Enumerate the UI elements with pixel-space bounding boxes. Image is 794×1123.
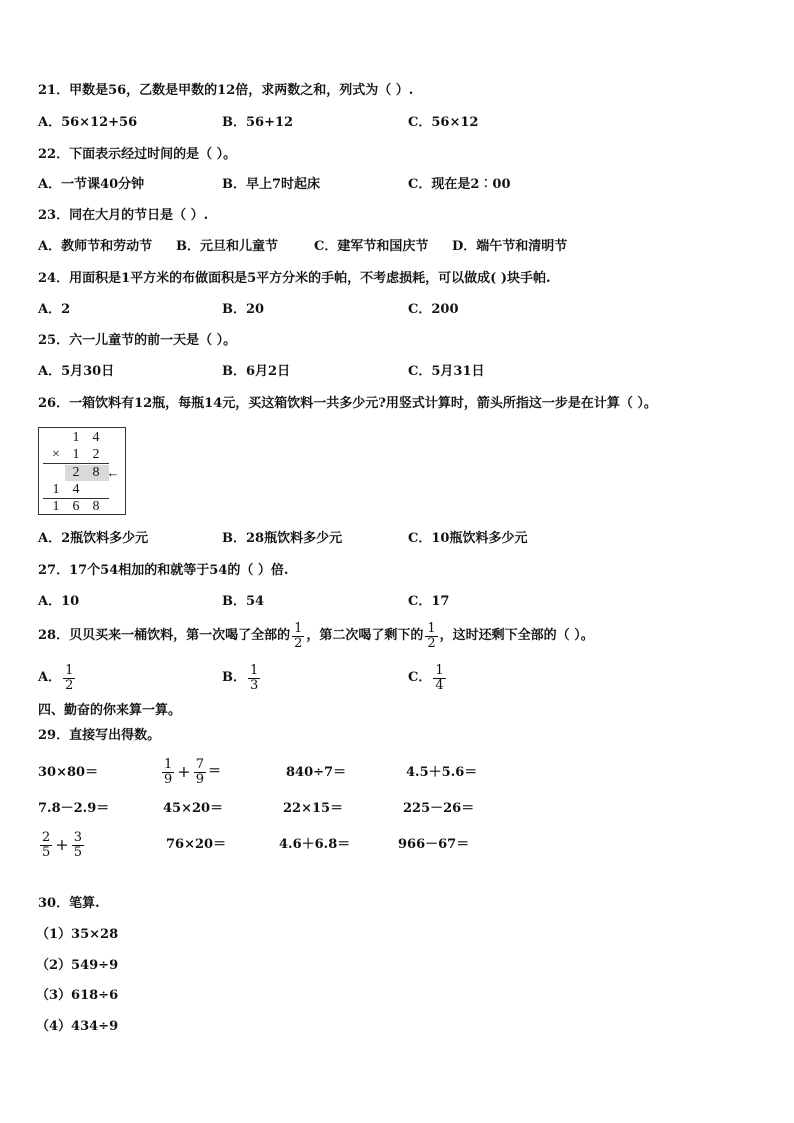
fraction xyxy=(63,664,75,693)
option-label: A． xyxy=(38,670,62,685)
calc-item: 966－67＝ xyxy=(398,837,470,852)
section-heading: 四、勤奋的你来算一算。 xyxy=(38,703,182,718)
q26-option-b[interactable]: B．28瓶饮料多少元 xyxy=(222,531,343,546)
digit: 6 xyxy=(72,499,80,514)
fraction-numerator: 3 xyxy=(73,829,82,845)
q25-option-c[interactable]: C．5月31日 xyxy=(408,364,485,379)
q27-stem: 27．17个54相加的和就等于54的（ ）倍. xyxy=(38,563,289,578)
fraction-denominator: 4 xyxy=(435,677,444,693)
q30-stem: 30．笔算. xyxy=(38,896,100,911)
vertical-row-5 xyxy=(39,498,125,515)
q23-option-c[interactable]: C．建军节和国庆节 xyxy=(314,239,429,254)
q23-stem: 23．同在大月的节日是（ ）. xyxy=(38,208,209,223)
digit: 4 xyxy=(72,482,80,497)
q30-item-4: （4）434÷9 xyxy=(36,1019,119,1034)
q30-item-2: （2）549÷9 xyxy=(36,958,119,973)
q23-option-a[interactable]: A．教师节和劳动节 xyxy=(38,239,153,254)
option-label: C． xyxy=(408,670,432,685)
q28-option-c[interactable] xyxy=(408,660,448,696)
digit: 4 xyxy=(92,430,100,445)
fraction xyxy=(248,664,260,693)
q30-item-3: （3）618÷6 xyxy=(36,988,119,1003)
q22-stem: 22．下面表示经过时间的是（ ）。 xyxy=(38,147,237,162)
multiply-sign: × xyxy=(52,447,60,462)
fraction-denominator: 5 xyxy=(73,844,82,860)
q26-option-a[interactable]: A．2瓶饮料多少元 xyxy=(38,531,149,546)
q23-option-d[interactable]: D．端午节和清明节 xyxy=(452,239,568,254)
digit: 1 xyxy=(72,430,80,445)
digit: 1 xyxy=(52,499,60,514)
q21-stem: 21．甲数是56，乙数是甲数的12倍，求两数之和，列式为（ ）. xyxy=(38,83,414,98)
fraction-denominator: 9 xyxy=(195,771,204,787)
fraction xyxy=(292,622,304,651)
calc-item: 30×80＝ xyxy=(38,765,99,780)
q29-stem: 29．直接写出得数。 xyxy=(38,728,161,743)
q21-option-b[interactable]: B．56+12 xyxy=(222,115,294,130)
calc-item: 76×20＝ xyxy=(166,837,227,852)
q21-option-c[interactable]: C．56×12 xyxy=(408,115,479,130)
fraction-numerator: 1 xyxy=(250,662,259,678)
q22-option-b[interactable]: B．早上7时起床 xyxy=(222,177,321,192)
fraction-numerator: 2 xyxy=(42,829,51,845)
q25-stem: 25．六一儿童节的前一天是（ ）。 xyxy=(38,333,237,348)
fraction-denominator: 2 xyxy=(427,635,436,651)
calc-item: 4.5＋5.6＝ xyxy=(406,765,478,780)
fraction xyxy=(40,831,52,860)
q30-item-1: （1）35×28 xyxy=(36,927,119,942)
fraction-numerator: 1 xyxy=(294,620,303,636)
q26-stem: 26．一箱饮料有12瓶，每瓶14元，买这箱饮料一共多少元?用竖式计算时，箭头所指这一步是在计算（ ）。 xyxy=(38,396,657,411)
fraction xyxy=(72,831,84,860)
vertical-multiplication-figure xyxy=(38,427,126,515)
q28-option-b[interactable] xyxy=(222,660,262,696)
fraction xyxy=(433,664,445,693)
calc-item: 22×15＝ xyxy=(283,801,344,816)
digit: 8 xyxy=(92,499,100,514)
fraction-denominator: 9 xyxy=(164,771,173,787)
fraction-numerator: 1 xyxy=(164,756,173,772)
plus-sign: + xyxy=(177,762,191,781)
q27-option-a[interactable]: A．10 xyxy=(38,594,80,609)
calc-item-fraction xyxy=(38,827,86,863)
vertical-row-4 xyxy=(39,481,125,498)
fraction-numerator: 1 xyxy=(427,620,436,636)
q22-option-a[interactable]: A．一节课40分钟 xyxy=(38,177,145,192)
q22-option-c[interactable]: C．现在是2︰00 xyxy=(408,177,511,192)
digit: 2 xyxy=(92,447,100,462)
q27-option-b[interactable]: B．54 xyxy=(222,594,265,609)
fraction xyxy=(194,758,206,787)
digit: 2 xyxy=(72,465,80,480)
calc-item: 45×20＝ xyxy=(163,801,224,816)
vertical-row-2 xyxy=(39,446,125,463)
calc-item-fraction xyxy=(160,754,221,790)
q26-option-c[interactable]: C．10瓶饮料多少元 xyxy=(408,531,528,546)
fraction-numerator: 1 xyxy=(435,662,444,678)
q28-stem-part-1: 28．贝贝买来一桶饮料，第一次喝了全部的 xyxy=(38,628,291,643)
q25-option-a[interactable]: A．5月30日 xyxy=(38,364,115,379)
fraction-denominator: 2 xyxy=(294,635,303,651)
fraction-numerator: 7 xyxy=(195,756,204,772)
q28-stem-part-2: ，第二次喝了剩下的 xyxy=(306,628,424,643)
option-label: B． xyxy=(222,670,246,685)
arrow-icon: ← xyxy=(106,465,120,480)
digit: 1 xyxy=(72,447,80,462)
q24-option-c[interactable]: C．200 xyxy=(408,302,459,317)
vertical-row-3 xyxy=(39,464,125,481)
q24-option-b[interactable]: B．20 xyxy=(222,302,265,317)
digit: 8 xyxy=(92,465,100,480)
vertical-row-1 xyxy=(39,429,125,446)
q23-option-b[interactable]: B．元旦和儿童节 xyxy=(176,239,278,254)
q24-stem: 24．用面积是1平方米的布做面积是5平方分米的手帕，不考虑损耗，可以做成( )块手帕. xyxy=(38,271,551,286)
fraction-denominator: 3 xyxy=(250,677,259,693)
fraction-denominator: 5 xyxy=(42,844,51,860)
q27-option-c[interactable]: C．17 xyxy=(408,594,450,609)
calc-item: 7.8－2.9＝ xyxy=(38,801,110,816)
plus-sign: + xyxy=(55,835,69,854)
digit: 1 xyxy=(52,482,60,497)
fraction-denominator: 2 xyxy=(65,677,74,693)
calc-item: 840÷7＝ xyxy=(286,765,347,780)
fraction xyxy=(425,622,437,651)
calc-item: 225－26＝ xyxy=(403,801,475,816)
q21-option-a[interactable]: A．56×12+56 xyxy=(38,115,138,130)
q24-option-a[interactable]: A．2 xyxy=(38,302,71,317)
fraction-numerator: 1 xyxy=(65,662,74,678)
equals-sign: ＝ xyxy=(207,764,221,779)
calc-item: 4.6＋6.8＝ xyxy=(279,837,351,852)
q28-option-a[interactable] xyxy=(38,660,77,696)
q28-stem xyxy=(38,618,594,654)
q25-option-b[interactable]: B．6月2日 xyxy=(222,364,291,379)
q28-stem-part-3: ，这时还剩下全部的（ ）。 xyxy=(439,628,594,643)
fraction xyxy=(162,758,174,787)
